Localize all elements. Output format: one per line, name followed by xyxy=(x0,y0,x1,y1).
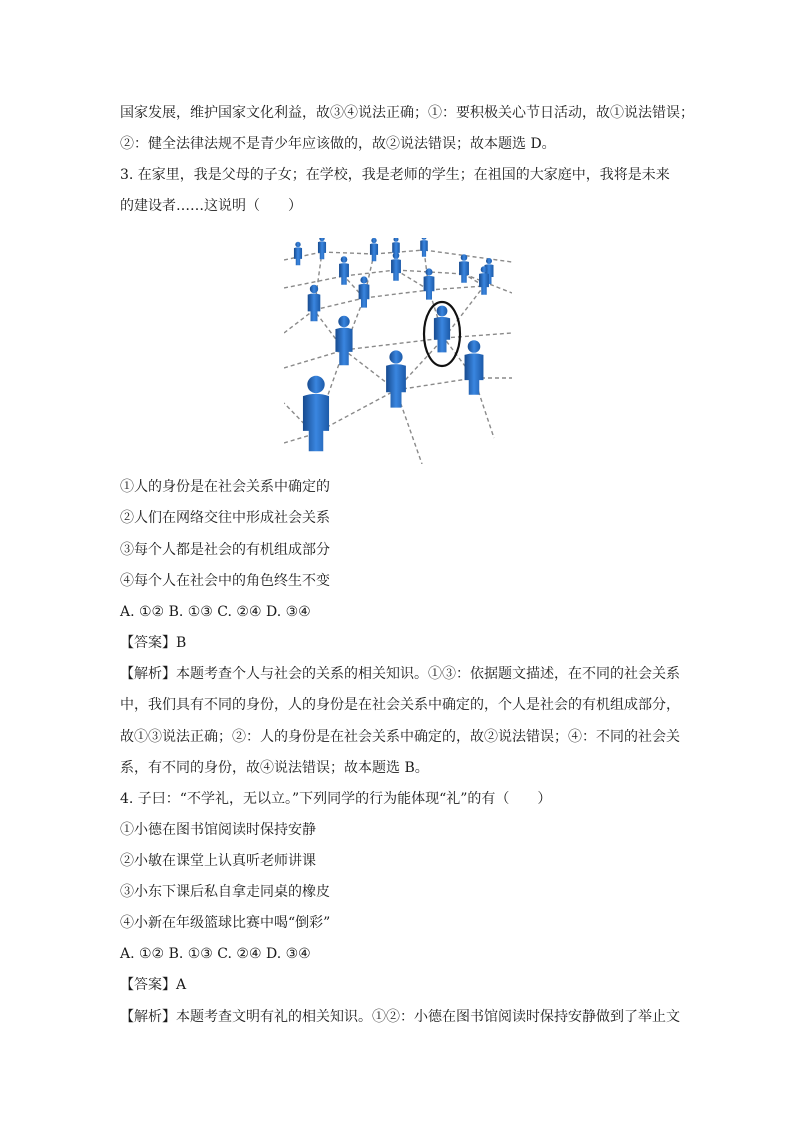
person-icon xyxy=(420,238,428,257)
question-3-stem-line-2: 的建设者……这说明（ ） xyxy=(120,198,302,214)
person-icon xyxy=(318,238,326,259)
question-3-answer: 【答案】B xyxy=(120,635,187,651)
person-icon xyxy=(391,252,401,281)
continuation-line-1: 国家发展，维护国家文化利益，故③④说法正确；①：要积极关心节日活动，故①说法错误； xyxy=(120,105,694,121)
question-4-option-2: ②小敏在课堂上认真听老师讲课 xyxy=(120,853,316,869)
question-3-choices: A. ①② B. ①③ C. ②④ D. ③④ xyxy=(120,604,311,620)
question-4-analysis-line-1: 【解析】本题考查文明有礼的相关知识。①②：小德在图书馆阅读时保持安静做到了举止文 xyxy=(120,1009,680,1025)
question-3-option-2: ②人们在网络交往中形成社会关系 xyxy=(120,510,330,526)
question-4-choices: A. ①② B. ①③ C. ②④ D. ③④ xyxy=(120,946,311,962)
question-3-analysis-line-2: 中，我们具有不同的身份，人的身份是在社会关系中确定的，个人是社会的有机组成部分， xyxy=(120,697,680,713)
person-icon xyxy=(294,242,302,265)
question-4-stem: 4. 子曰：“不学礼，无以立。”下列同学的行为能体现“礼”的有（ ） xyxy=(120,791,552,807)
person-icon xyxy=(424,268,435,299)
question-4-answer: 【答案】A xyxy=(120,977,187,993)
person-icon xyxy=(370,238,378,261)
social-network-figure xyxy=(284,238,512,464)
person-icon xyxy=(335,316,352,365)
question-3-stem-line-1: 3. 在家里，我是父母的子女；在学校，我是老师的学生；在祖国的大家庭中，我将是未来 xyxy=(120,167,670,183)
person-icon xyxy=(386,350,406,407)
question-3-analysis-line-1: 【解析】本题考查个人与社会的关系的相关知识。①③：依据题文描述，在不同的社会关系 xyxy=(120,666,680,682)
person-icon xyxy=(303,376,329,451)
person-icon xyxy=(465,340,484,395)
person-icon xyxy=(459,254,469,283)
question-3-analysis-line-3: 故①③说法正确；②：人的身份是在社会关系中确定的，故②说法错误；④：不同的社会关 xyxy=(120,729,680,745)
question-3-option-4: ④每个人在社会中的角色终生不变 xyxy=(120,573,330,589)
question-4-option-3: ③小东下课后私自拿走同桌的橡皮 xyxy=(120,884,330,900)
continuation-line-2: ②：健全法律法规不是青少年应该做的，故②说法错误；故本题选 D。 xyxy=(120,136,556,152)
question-3-analysis-line-4: 系，有不同的身份，故④说法错误；故本题选 B。 xyxy=(120,760,429,776)
question-4-option-1: ①小德在图书馆阅读时保持安静 xyxy=(120,822,316,838)
question-4-option-4: ④小新在年级篮球比赛中喝“倒彩” xyxy=(120,915,331,931)
question-3-option-1: ①人的身份是在社会关系中确定的 xyxy=(120,479,330,495)
person-icon xyxy=(434,306,450,353)
question-3-option-3: ③每个人都是社会的有机组成部分 xyxy=(120,542,330,558)
